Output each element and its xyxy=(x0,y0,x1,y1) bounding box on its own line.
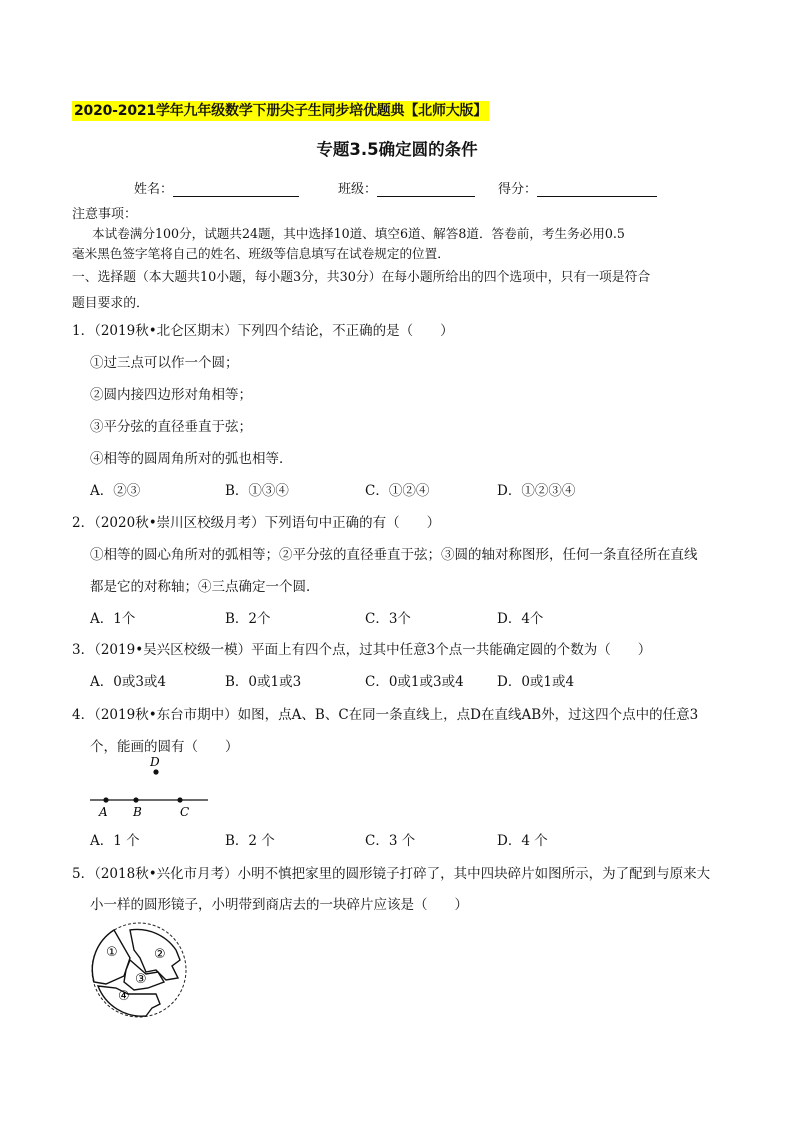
mirror-fragments-figure xyxy=(86,920,196,1020)
question-2-option-a: A．1个 xyxy=(90,611,136,627)
question-3-option-c: C．0或1或3或4 xyxy=(365,674,464,690)
fragment-3-label: ③ xyxy=(135,972,147,987)
name-blank xyxy=(173,182,299,197)
question-3-stem: 3．（2019•吴兴区校级一模）平面上有四个点，过其中任意3个点一共能确定圆的个数为（ ） xyxy=(72,642,652,658)
question-4-option-c: C．3 个 xyxy=(365,833,416,849)
name-label: 姓名： xyxy=(134,182,174,197)
score-blank xyxy=(537,182,657,197)
question-4-option-b: B．2 个 xyxy=(225,833,275,849)
fragment-1-label: ① xyxy=(106,945,118,960)
section-heading-line-1: 一、选择题（本大题共10小题，每小题3分，共30分）在每小题所给出的四个选项中，只有一项是符合 xyxy=(72,270,651,285)
question-2-body-line-1: ①相等的圆心角所对的弧相等；②平分弦的直径垂直于弦；③圆的轴对称图形，任何一条直径所在直线 xyxy=(90,547,698,563)
question-4-stem-line-1: 4．（2019秋•东台市期中）如图，点A、B、C在同一条直线上，点D在直线AB外，过这四个点中的任意3 xyxy=(72,707,699,723)
section-heading-line-2: 题目要求的． xyxy=(72,296,149,311)
fragment-4-label: ④ xyxy=(118,989,130,1004)
document-banner: 2020-2021学年九年级数学下册尖子生同步培优题典【北师大版】 xyxy=(74,103,488,119)
question-1-option-d: D．①②③④ xyxy=(497,483,576,499)
question-1-item-3: ③平分弦的直径垂直于弦； xyxy=(90,419,252,435)
question-2-option-c: C．3个 xyxy=(365,611,411,627)
label-d: D xyxy=(150,755,160,769)
question-4-option-d: D．4 个 xyxy=(497,833,548,849)
point-c xyxy=(177,797,182,802)
question-1-stem: 1．（2019秋•北仑区期末）下列四个结论，不正确的是（ ） xyxy=(72,323,454,339)
question-3-option-b: B．0或1或3 xyxy=(225,674,302,690)
question-1-item-2: ②圆内接四边形对角相等； xyxy=(90,387,252,403)
points-figure xyxy=(86,752,216,822)
question-1-option-a: A．②③ xyxy=(90,483,141,499)
score-label: 得分： xyxy=(498,182,538,197)
question-2-stem: 2．（2020秋•崇川区校级月考）下列语句中正确的有（ ） xyxy=(72,515,441,531)
question-3-option-a: A．0或3或4 xyxy=(90,674,167,690)
label-a: A xyxy=(99,805,108,819)
question-2-body-line-2: 都是它的对称轴；④三点确定一个圆． xyxy=(90,579,320,595)
question-1-item-4: ④相等的圆周角所对的弧也相等． xyxy=(90,451,293,467)
question-4-option-a: A．1 个 xyxy=(90,833,140,849)
label-c: C xyxy=(180,805,190,819)
page-title: 专题3.5确定圆的条件 xyxy=(316,140,478,159)
question-1-option-c: C．①②④ xyxy=(365,483,430,499)
question-1-option-b: B．①③④ xyxy=(225,483,289,499)
class-label: 班级： xyxy=(338,182,378,197)
class-blank xyxy=(377,182,475,197)
question-5-stem-line-1: 5．（2018秋•兴化市月考）小明不慎把家里的圆形镜子打碎了，其中四块碎片如图所示，为了配到与原来大 xyxy=(72,866,711,882)
point-a xyxy=(103,797,108,802)
notice-line-1: 本试卷满分100分，试题共24题，其中选择10道、填空6道、解答8道．答卷前，考生务必用0.5 xyxy=(92,226,625,241)
name-field-group xyxy=(134,178,299,197)
question-4-stem-line-2: 个，能画的圆有（ ） xyxy=(90,739,239,755)
question-1-item-1: ①过三点可以作一个圆； xyxy=(90,355,239,371)
class-field-group xyxy=(338,178,475,197)
label-b: B xyxy=(133,805,142,819)
notice-line-2: 毫米黑色签字笔将自己的姓名、班级等信息填写在试卷规定的位置． xyxy=(72,246,450,261)
question-2-option-d: D．4个 xyxy=(497,611,544,627)
fragment-2-label: ② xyxy=(154,947,166,962)
point-b xyxy=(133,797,138,802)
question-3-option-d: D．0或1或4 xyxy=(497,674,575,690)
notice-heading: 注意事项： xyxy=(72,207,138,222)
question-5-stem-line-2: 小一样的圆形镜子，小明带到商店去的一块碎片应该是（ ） xyxy=(90,897,468,913)
point-d xyxy=(153,769,158,774)
score-field-group xyxy=(498,178,657,197)
question-2-option-b: B．2个 xyxy=(225,611,271,627)
